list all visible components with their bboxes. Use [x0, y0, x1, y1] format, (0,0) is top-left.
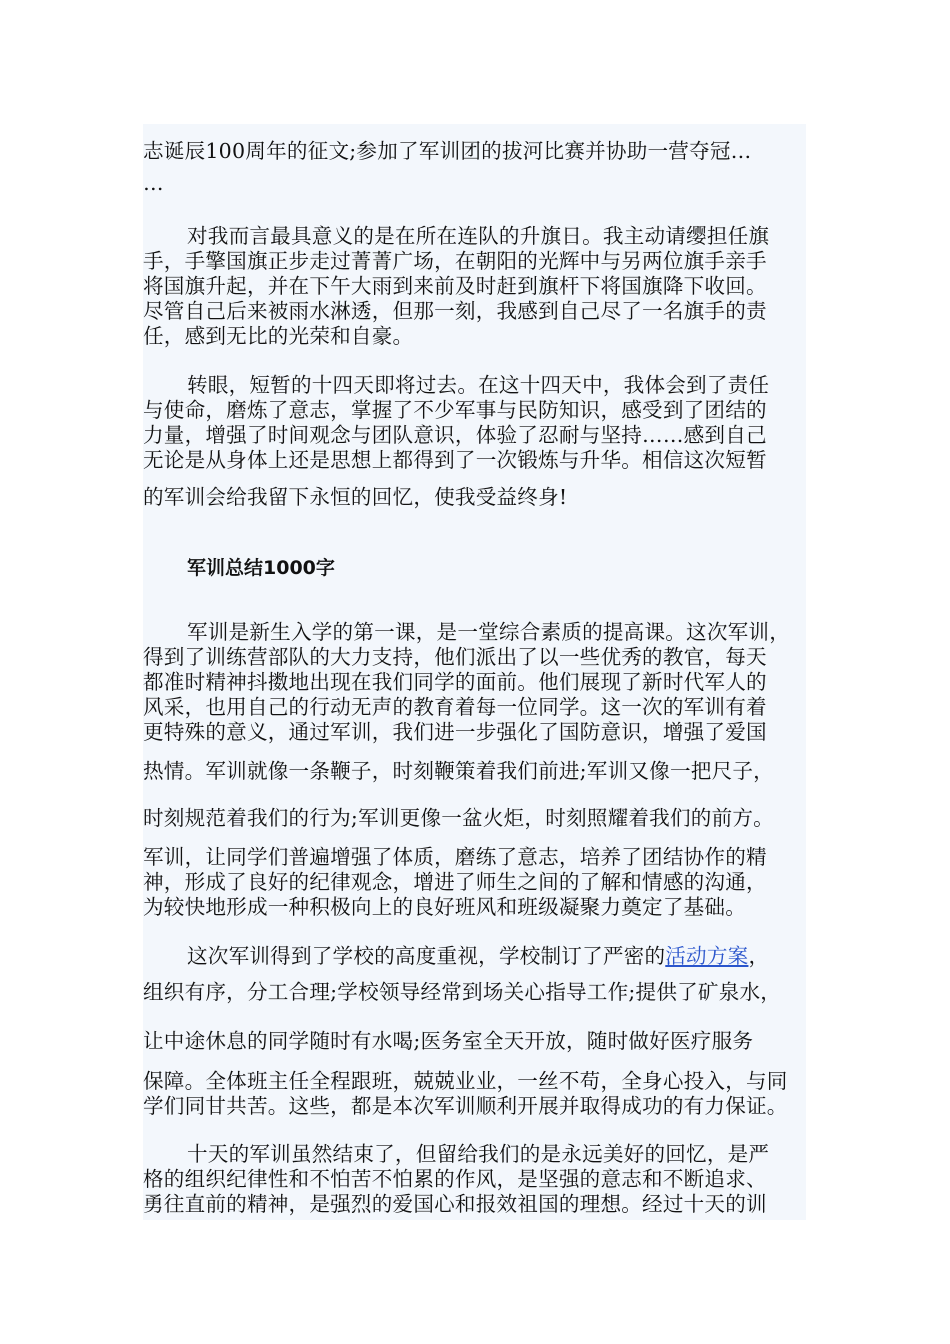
text-segment: 这次军训得到了学校的高度重视，学校制订了严密的 [187, 944, 666, 968]
text-line: 军训，让同学们普遍增强了体质，磨练了意志，培养了团结协作的精 [143, 845, 767, 869]
text-line: 为较快地形成一种积极向上的良好班风和班级凝聚力奠定了基础。 [143, 895, 747, 919]
text-line: 组织有序，分工合理;学校领导经常到场关心指导工作;提供了矿泉水， [143, 980, 782, 1004]
text-line: 让中途休息的同学随时有水喝;医务室全天开放，随时做好医疗服务 [143, 1029, 754, 1053]
text-line: 都准时精神抖擞地出现在我们同学的面前。他们展现了新时代军人的 [143, 670, 767, 694]
text-line: 十天的军训虽然结束了，但留给我们的是永远美好的回忆，是严 [187, 1142, 770, 1166]
text-line: 热情。军训就像一条鞭子，时刻鞭策着我们前进;军训又像一把尺子， [143, 759, 774, 783]
text-line [187, 943, 769, 969]
text-line: 时刻规范着我们的行为;军训更像一盆火炬，时刻照耀着我们的前方。 [143, 806, 774, 830]
text-line: 学们同甘共苦。这些，都是本次军训顺利开展并取得成功的有力保证。 [143, 1094, 788, 1118]
text-line: 尽管自己后来被雨水淋透，但那一刻，我感到自己尽了一名旗手的责 [143, 299, 767, 323]
text-segment: ， [748, 944, 770, 968]
text-line: 对我而言最具意义的是在所在连队的升旗日。我主动请缨担任旗 [187, 224, 770, 248]
text-line: 的军训会给我留下永恒的回忆，使我受益终身! [143, 485, 568, 509]
text-line: 无论是从身体上还是思想上都得到了一次锻炼与升华。相信这次短暂 [143, 448, 767, 472]
text-line: … [143, 171, 164, 195]
document-page [143, 124, 806, 1220]
text-line: 手，手擎国旗正步走过菁菁广场，在朝阳的光辉中与另两位旗手亲手 [143, 249, 767, 273]
text-line: 军训是新生入学的第一课，是一堂综合素质的提高课。这次军训， [187, 620, 791, 644]
text-line: 与使命，磨炼了意志，掌握了不少军事与民防知识，感受到了团结的 [143, 398, 767, 422]
text-line: 格的组织纪律性和不怕苦不怕累的作风，是坚强的意志和不断追求、 [143, 1167, 767, 1191]
text-line: 志诞辰100周年的征文;参加了军训团的拔河比赛并协助一营夺冠… [143, 139, 752, 163]
text-line: 神，形成了良好的纪律观念，增进了师生之间的了解和情感的沟通， [143, 870, 767, 894]
text-line: 勇往直前的精神，是强烈的爱国心和报效祖国的理想。经过十天的训 [143, 1192, 767, 1216]
activity-plan-link[interactable]: 活动方案 [665, 944, 749, 968]
text-line: 力量，增强了时间观念与团队意识，体验了忍耐与坚持……感到自己 [143, 423, 767, 447]
text-line: 任，感到无比的光荣和自豪。 [143, 324, 414, 348]
text-line: 保障。全体班主任全程跟班，兢兢业业，一丝不苟，全身心投入，与同 [143, 1069, 788, 1093]
text-line: 转眼，短暂的十四天即将过去。在这十四天中，我体会到了责任 [187, 373, 770, 397]
text-line: 更特殊的意义，通过军训，我们进一步强化了国防意识，增强了爱国 [143, 720, 767, 744]
text-line: 风采，也用自己的行动无声的教育着每一位同学。这一次的军训有着 [143, 695, 767, 719]
text-line: 得到了训练营部队的大力支持，他们派出了以一些优秀的教官，每天 [143, 645, 767, 669]
section-heading: 军训总结1000字 [187, 557, 335, 579]
text-line: 将国旗升起，并在下午大雨到来前及时赶到旗杆下将国旗降下收回。 [143, 274, 767, 298]
